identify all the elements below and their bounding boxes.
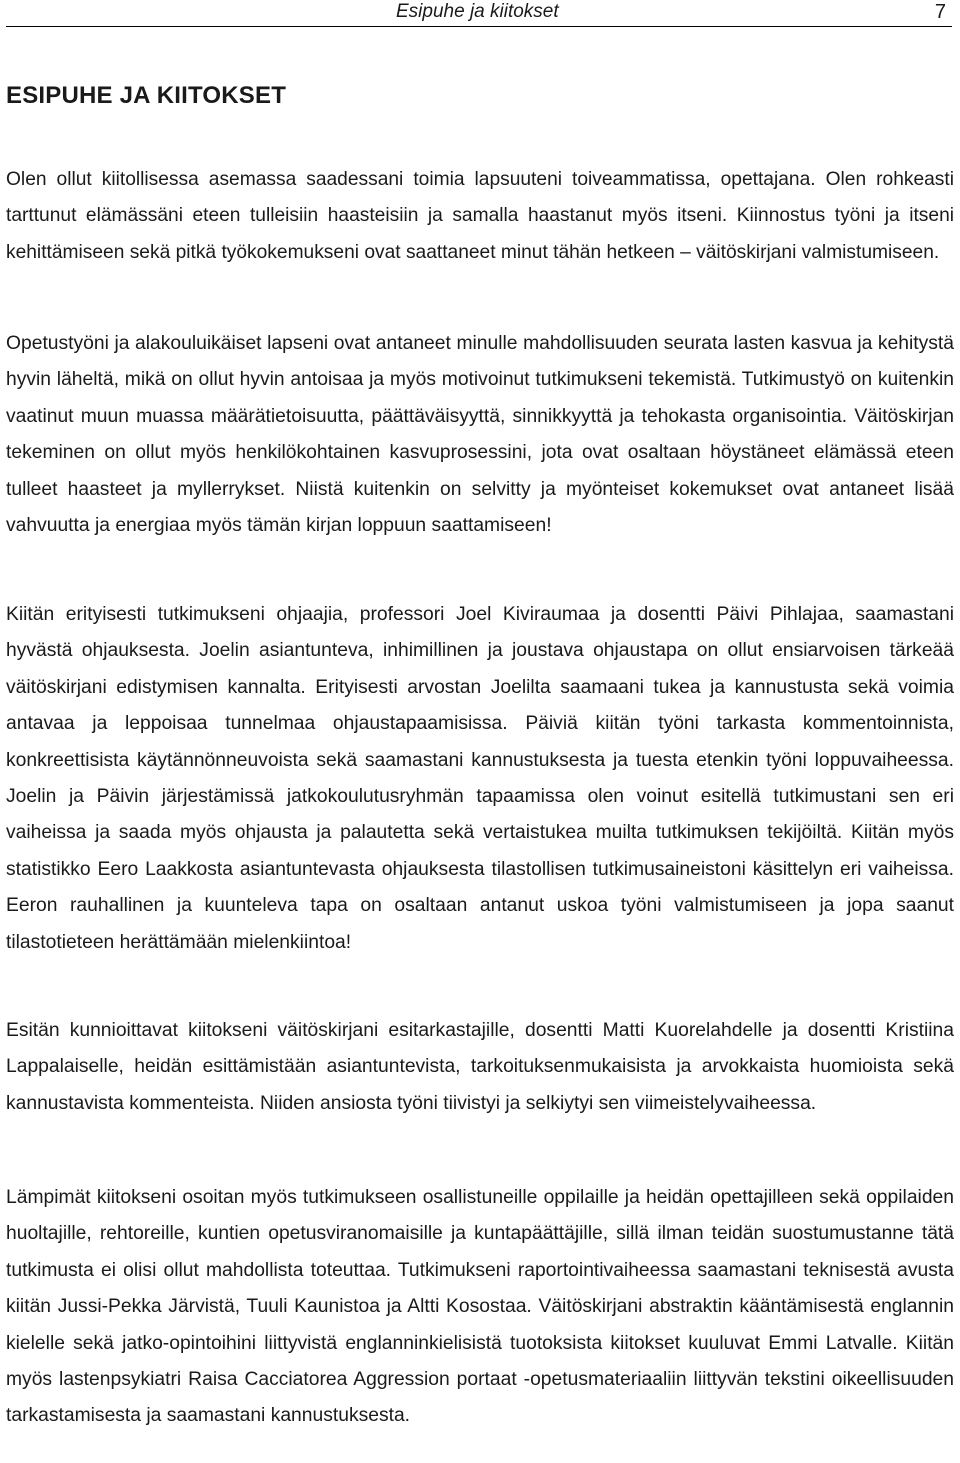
chapter-title: ESIPUHE JA KIITOKSET	[6, 82, 287, 109]
paragraph-examiners: Esitän kunnioittavat kiitokseni väitöskirjani esitarkastajille, dosentti Matti Kuorelahdelle ja dosentti Kristiina Lappalaiselle, heidän esittämistään asiantuntevista, tarkoituksenmukaisista ja arvokkaista huomioista sekä kannustavista kommenteista. Niiden ansiosta työni tiivistyi ja selkiytyi sen viimeistelyvaiheessa.	[6, 1020, 954, 1114]
running-header-title: Esipuhe ja kiitokset	[396, 1, 559, 22]
paragraph-intro: Olen ollut kiitollisessa asemassa saadessani toimia lapsuuteni toiveammatissa, opettajana. Olen rohkeasti tarttunut elämässäni eteen tulleisiin haasteisiin ja samalla haastanut myös itseni. Kiinnostus työni ja itseni kehittämiseen sekä pitkä työkokemukseni ovat saattaneet minut tähän hetkeen – väitöskirjani valmistumiseen.	[6, 169, 954, 263]
running-header	[6, 0, 952, 27]
paragraph-supervisors: Kiitän erityisesti tutkimukseni ohjaajia, professori Joel Kiviraumaa ja dosentti Päivi Pihlajaa, saamastani hyvästä ohjauksesta. Joelin asiantunteva, inhimillinen ja joustava ohjaustapa on ollut ensiarvoisen tärkeää väitöskirjani edistymisen kannalta. Erityisesti arvostan Joelilta saamaani tukea ja kannustusta sekä voimia antavaa ja leppoisaa tunnelmaa ohjaustapaamisissa. Päiviä kiitän työni tarkasta kommentoinnista, konkreettisista käytännönneuvoista sekä saamastani kannustuksesta ja tuesta etenkin työni loppuvaiheessa. Joelin ja Päivin järjestämissä jatkokoulutusryhmän tapaamissa olen voinut esitellä tutkimustani sen eri vaiheissa ja saada myös ohjausta ja palautetta sekä vertaistukea muilta tutkimuksen tekijöiltä. Kiitän myös statistikko Eero Laakkosta asiantuntevasta ohjauksesta tilastollisen tutkimusaineistoni käsittelyn eri vaiheissa. Eeron rauhallinen ja kuunteleva tapa on osaltaan antanut uskoa työni valmistumiseen ja jopa saanut tilastotieteen herättämään mielenkiintoa!	[6, 604, 954, 953]
page-number: 7	[934, 1, 946, 23]
paragraph-teaching: Opetustyöni ja alakouluikäiset lapseni ovat antaneet minulle mahdollisuuden seurata lasten kasvua ja kehitystä hyvin läheltä, mikä on ollut hyvin antoisaa ja myös motivoinut tutkimukseni tekemistä. Tutkimustyö on kuitenkin vaatinut muun muassa määrätietoisuutta, päättäväisyyttä, sinnikkyyttä ja tehokasta organisointia. Väitöskirjan tekeminen on ollut myös henkilökohtainen kasvuprosessini, jota ovat osaltaan höystäneet elämässä eteen tulleet haasteet ja myllerrykset. Niistä kuitenkin on selvitty ja myönteiset kokemukset ovat antaneet lisää vahvuutta ja energiaa myös tämän kirjan loppuun saattamiseen!	[6, 333, 954, 537]
paragraph-participants: Lämpimät kiitokseni osoitan myös tutkimukseen osallistuneille oppilaille ja heidän opettajilleen sekä oppilaiden huoltajille, rehtoreille, kuntien opetusviranomaisille ja kuntapäättäjille, sillä ilman teidän suostumustanne tätä tutkimusta ei olisi ollut mahdollista toteuttaa. Tutkimukseni raportointivaiheessa saamastani teknisestä avusta kiitän Jussi-Pekka Järvistä, Tuuli Kaunistoa ja Altti Kosostaa. Väitöskirjani abstraktin kääntämisestä englannin kielelle sekä jatko-opintoihini liittyvistä englanninkielisistä tuotoksista kiitokset kuuluvat Emmi Latvalle. Kiitän myös lastenpsykiatri Raisa Cacciatorea Aggression portaat -opetusmateriaaliin liittyvän tekstini oikeellisuuden tarkastamisesta ja saamastani kannustuksesta.	[6, 1187, 954, 1427]
